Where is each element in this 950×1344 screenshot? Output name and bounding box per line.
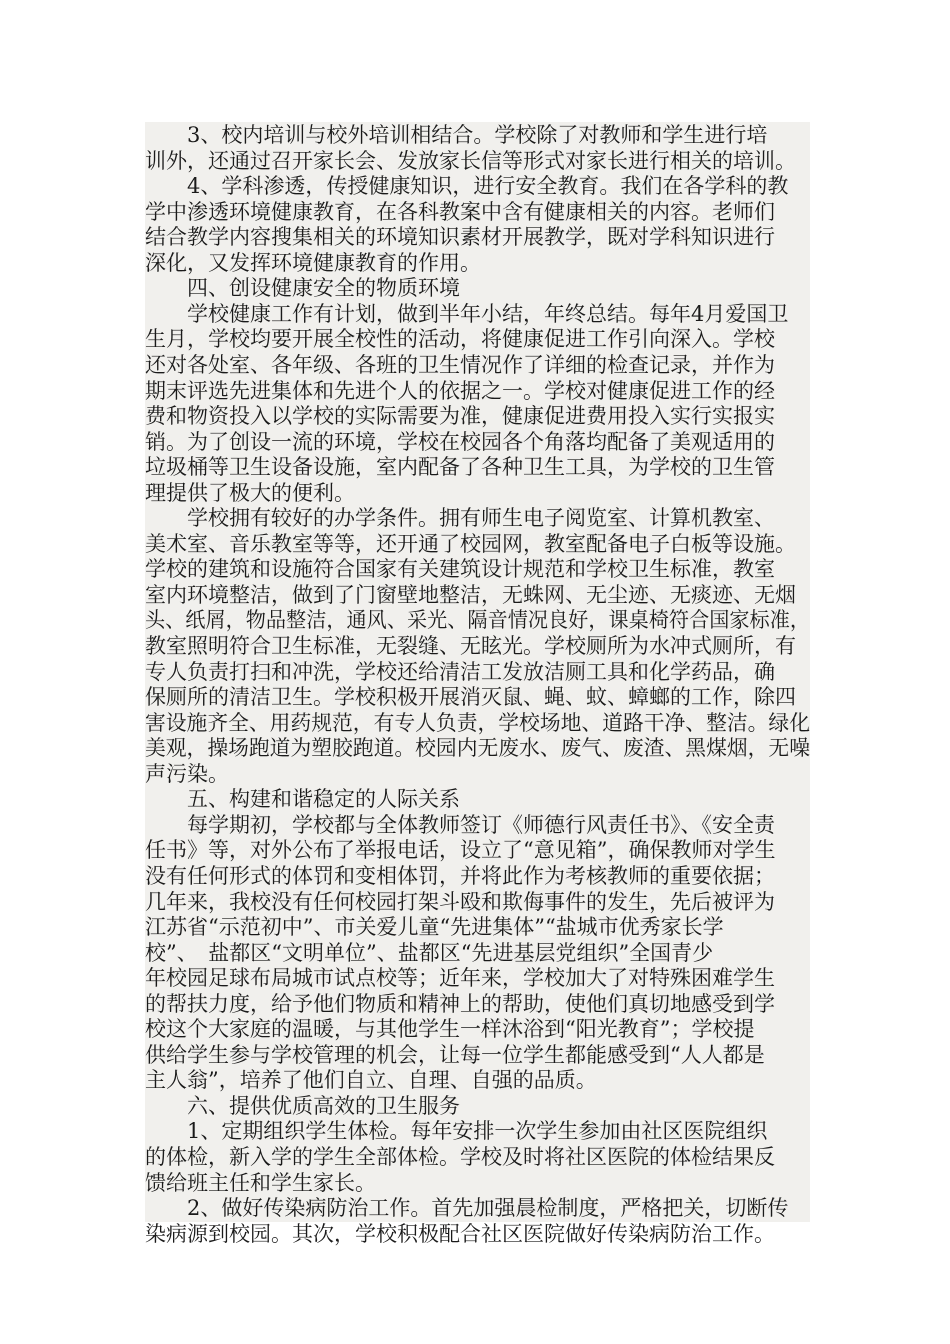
document-body [145, 122, 810, 1246]
text-line: 理提供了极大的便利。 [145, 480, 355, 505]
text-line: 还对各处室、各年级、各班的卫生情况作了详细的检查记录，并作为 [145, 352, 775, 377]
text-line: 四、创设健康安全的物质环境 [145, 276, 460, 301]
text-line: 专人负责打扫和冲洗，学校还给清洁工发放洁厕工具和化学药品，确 [145, 659, 775, 684]
text-line: 馈给班主任和学生家长。 [145, 1170, 376, 1195]
text-line: 2、做好传染病防治工作。首先加强晨检制度，严格把关，切断传 [145, 1196, 789, 1221]
text-line: 任书》等，对外公布了举报电话，设立了“意见箱”，确保教师对学生 [145, 838, 776, 863]
text-line: 头、纸屑，物品整洁，通风、采光、隔音情况良好，课桌椅符合国家标准， [145, 608, 810, 633]
text-line: 1、定期组织学生体检。每年安排一次学生参加由社区医院组织 [145, 1119, 768, 1144]
text-line: 教室照明符合卫生标准，无裂缝、无眩光。学校厕所为水冲式厕所，有 [145, 634, 796, 658]
text-line: 销。为了创设一流的环境，学校在校园各个角落均配备了美观适用的 [145, 429, 775, 454]
text-line: 学校拥有较好的办学条件。拥有师生电子阅览室、计算机教室、 [145, 506, 775, 531]
text-line: 期末评选先进集体和先进个人的依据之一。学校对健康促进工作的经 [145, 378, 775, 403]
text-line: 几年来，我校没有任何校园打架斗殴和欺侮事件的发生，先后被评为 [145, 889, 775, 914]
text-line: 室内环境整洁，做到了门窗壁地整洁，无蛛网、无尘迹、无痰迹、无烟 [145, 582, 796, 607]
text-line: 费和物资投入以学校的实际需要为准，健康促进费用投入实行实报实 [145, 404, 775, 429]
text-line: 的帮扶力度，给予他们物质和精神上的帮助，使他们真切地感受到学 [145, 991, 775, 1016]
text-line: 美术室、音乐教室等等，还开通了校园网，教室配备电子白板等设施。 [145, 531, 796, 556]
text-line: 学中渗透环境健康教育，在各科教案中含有健康相关的内容。老师们 [145, 199, 775, 224]
text-line: 的体检，新入学的学生全部体检。学校及时将社区医院的体检结果反 [145, 1145, 775, 1169]
text-line: 五、构建和谐稳定的人际关系 [145, 787, 460, 812]
text-line: 训外，还通过召开家长会、发放家长信等形式对家长进行相关的培训。 [145, 148, 796, 173]
text-line: 校这个大家庭的温暖，与其他学生一样沐浴到“阳光教育”；学校提 [145, 1017, 755, 1042]
text-line: 六、提供优质高效的卫生服务 [145, 1093, 460, 1118]
text-line: 染病源到校园。其次，学校积极配合社区医院做好传染病防治工作。 [145, 1221, 775, 1246]
text-line: 结合教学内容搜集相关的环境知识素材开展教学，既对学科知识进行 [145, 225, 775, 250]
text-line: 没有任何形式的体罚和变相体罚，并将此作为考核教师的重要依据； [145, 863, 775, 888]
text-line: 4、学科渗透，传授健康知识，进行安全教育。我们在各学科的教 [145, 174, 789, 199]
text-line: 3、校内培训与校外培训相结合。学校除了对教师和学生进行培 [145, 123, 768, 147]
text-line: 生月，学校均要开展全校性的活动，将健康促进工作引向深入。学校 [145, 327, 775, 352]
text-line: 供给学生参与学校管理的机会，让每一位学生都能感受到“人人都是 [145, 1042, 765, 1067]
text-line: 害设施齐全、用药规范，有专人负责，学校场地、道路干净、整洁。绿化 [145, 710, 810, 735]
text-line: 保厕所的清洁卫生。学校积极开展消灭鼠、蝇、蚊、蟑螂的工作，除四 [145, 685, 796, 710]
text-line: 学校健康工作有计划，做到半年小结，年终总结。每年4月爱国卫 [145, 301, 789, 326]
text-line: 深化，又发挥环境健康教育的作用。 [145, 250, 481, 275]
text-line: 垃圾桶等卫生设备设施，室内配备了各种卫生工具，为学校的卫生管 [145, 455, 775, 480]
text-line: 每学期初，学校都与全体教师签订《师德行风责任书》、《安全责 [145, 812, 775, 837]
text-line: 年校园足球布局城市试点校等；近年来，学校加大了对特殊困难学生 [145, 966, 775, 991]
text-line: 美观，操场跑道为塑胶跑道。校园内无废水、废气、废渣、黑煤烟，无噪 [145, 736, 810, 761]
text-line: 主人翁”，培养了他们自立、自理、自强的品质。 [145, 1068, 597, 1093]
text-line: 江苏省“示范初中”、市关爱儿童“先进集体”“盐城市优秀家长学 [145, 915, 724, 940]
text-line: 学校的建筑和设施符合国家有关建筑设计规范和学校卫生标准，教室 [145, 557, 775, 582]
text-line: 校”、 盐都区“文明单位”、盐都区“先进基层党组织”全国青少 [145, 940, 714, 965]
text-line: 声污染。 [145, 761, 229, 786]
